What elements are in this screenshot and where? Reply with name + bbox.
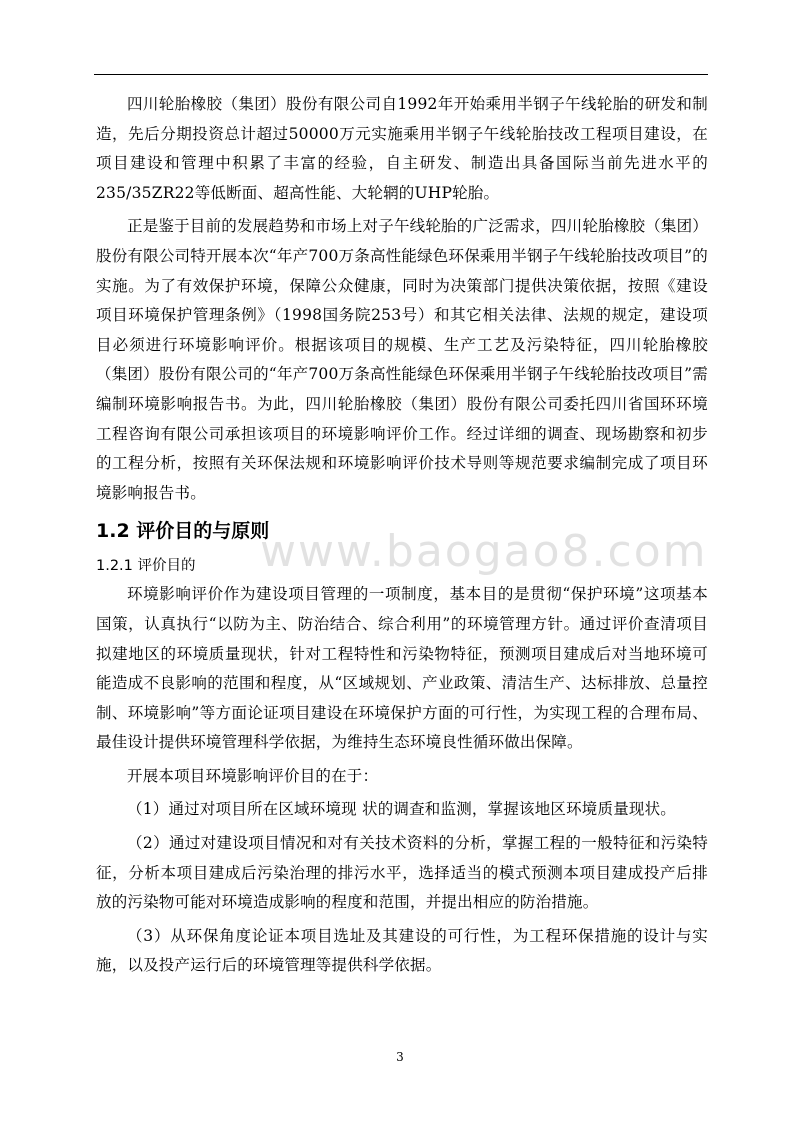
list-item-3: （3）从环保角度论证本项目选址及其建设的可行性，为工程环保措施的设计与实施，以及投产运行后的环境管理等提供科学依据。 (96, 926, 708, 975)
subsection-heading: 1.2.1 评价目的 (96, 558, 196, 575)
watermark: www.baogao8.com (260, 526, 708, 577)
header-rule (94, 74, 708, 75)
list-item-1: （1）通过对项目所在区域环境现 状的调查和监测，掌握该地区环境质量现状。 (127, 800, 676, 819)
paragraph-intro-1: 四川轮胎橡胶（集团）股份有限公司自1992年开始乘用半钢子午线轮胎的研发和制造，先后分期投资总计超过50000万元实施乘用半钢子午线轮胎技改工程项目建设，在项目建设和管理中积累了丰富的经验，自主研发、制造出具备国际当前先进水平的235/35ZR22等低断面、超高性能、大轮辋的UHP轮胎。 (96, 95, 708, 202)
section-heading: 1.2 评价目的与原则 (96, 520, 270, 543)
page-number: 3 (396, 1050, 404, 1064)
paragraph-purpose-1: 环境影响评价作为建设项目管理的一项制度，基本目的是贯彻“保护环境”这项基本国策，认真执行“以防为主、防治结合、综合利用”的环境管理方针。通过评价查清项目拟建地区的环境质量现状，针对工程特性和污染物特征，预测项目建成后对当地环境可能造成不良影响的范围和程度，从“区域规划、产业政策、清洁生产、达标排放、总量控制、环境影响”等方面论证项目建设在环境保护方面的可行性，为实现工程的合理布局、最佳设计提供环境管理科学依据，为维持生态环境良性循环做出保障。 (96, 585, 708, 752)
paragraph-purpose-2: 开展本项目环境影响评价目的在于： (127, 766, 379, 785)
paragraph-intro-2: 正是鉴于目前的发展趋势和市场上对子午线轮胎的广泛需求，四川轮胎橡胶（集团）股份有限公司特开展本次“年产700万条高性能绿色环保乘用半钢子午线轮胎技改项目”的实施。为了有效保护环境，保障公众健康，同时为决策部门提供决策依据，按照《建设项目环境保护管理条例》（1998国务院253号）和其它相关法律、法规的规定，建设项目必须进行环境影响评价。根据该项目的规模、生产工艺及污染特征，四川轮胎橡胶（集团）股份有限公司的“年产700万条高性能绿色环保乘用半钢子午线轮胎技改项目”需编制环境影响报告书。为此，四川轮胎橡胶（集团）股份有限公司委托四川省国环环境工程咨询有限公司承担该项目的环境影响评价工作。经过详细的调查、现场勘察和初步的工程分析，按照有关环保法规和环境影响评价技术导则等规范要求编制完成了项目环境影响报告书。 (96, 217, 708, 502)
list-item-2: （2）通过对建设项目情况和对有关技术资料的分析，掌握工程的一般特征和污染特征，分析本项目建成后污染治理的排污水平，选择适当的模式预测本项目建成投产后排放的污染物可能对环境造成影响的程度和范围，并提出相应的防治措施。 (96, 834, 708, 912)
